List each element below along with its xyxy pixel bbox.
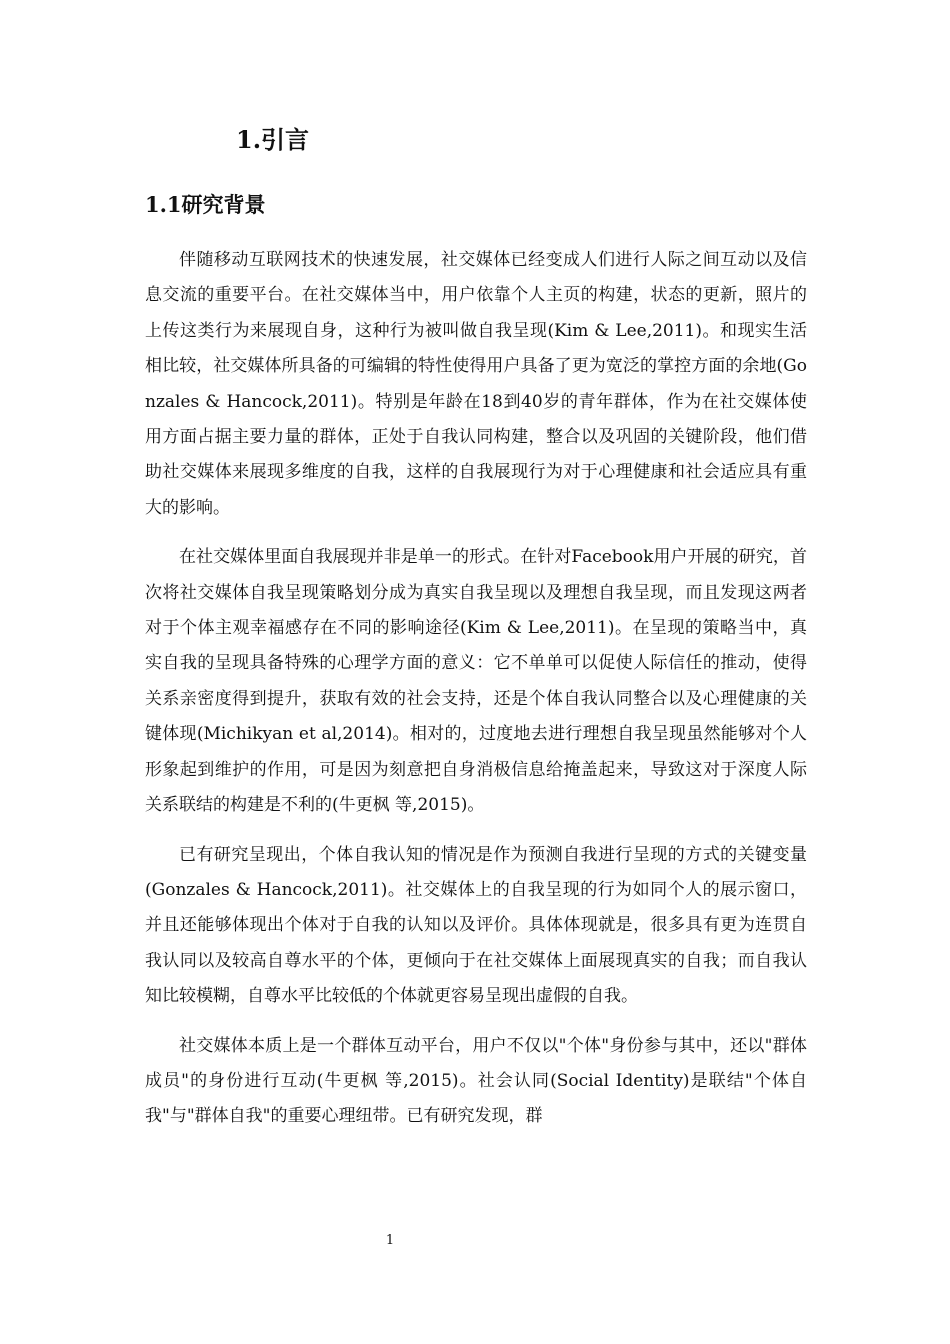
page-number: 1 (385, 1233, 395, 1248)
paragraph-4: 社交媒体本质上是一个群体互动平台，用户不仅以"个体"身份参与其中，还以"群体成员"的身份进行互动(牛更枫 等,2015)。社会认同(Social Identity)是联结"个体自我"与"群体自我"的重要心理纽带。已有研究发现，群 (145, 1035, 807, 1127)
paragraph-2: 在社交媒体里面自我展现并非是单一的形式。在针对Facebook用户开展的研究，首次将社交媒体自我呈现策略划分成为真实自我呈现以及理想自我呈现，而且发现这两者对于个体主观幸福感存在不同的影响途径(Kim & Lee,2011)。在呈现的策略当中，真实自我的呈现具备特殊的心理学方面的意义：它不单单可以促使人际信任的推动，使得关系亲密度得到提升，获取有效的社会支持，还是个体自我认同整合以及心理健康的关键体现(Michikyan et al,2014)。相对的，过度地去进行理想自我呈现虽然能够对个人形象起到维护的作用，可是因为刻意把自身消极信息给掩盖起来，导致这对于深度人际关系联结的构建是不利的(牛更枫 等,2015)。 (145, 547, 807, 816)
paragraph-1: 伴随移动互联网技术的快速发展，社交媒体已经变成人们进行人际之间互动以及信息交流的重要平台。在社交媒体当中，用户依靠个人主页的构建，状态的更新，照片的上传这类行为来展现自身，这种行为被叫做自我呈现(Kim & Lee,2011)。和现实生活相比较，社交媒体所具备的可编辑的特性使得用户具备了更为宽泛的掌控方面的余地(Gonzales & Hancock,2011)。特别是年龄在18到40岁的青年群体，作为在社交媒体使用方面占据主要力量的群体，正处于自我认同构建，整合以及巩固的关键阶段，他们借助社交媒体来展现多维度的自我，这样的自我展现行为对于心理健康和社会适应具有重大的影响。 (145, 250, 807, 518)
section-heading: 1.1研究背景 (145, 192, 266, 217)
chapter-heading: 1.引言 (236, 125, 310, 154)
body-text (145, 243, 807, 1135)
paragraph-3: 已有研究呈现出，个体自我认知的情况是作为预测自我进行呈现的方式的关键变量(Gonzales & Hancock,2011)。社交媒体上的自我呈现的行为如同个人的展示窗口，并且还能够体现出个体对于自我的认知以及评价。具体体现就是，很多具有更为连贯自我认同以及较高自尊水平的个体，更倾向于在社交媒体上面展现真实的自我；而自我认知比较模糊，自尊水平比较低的个体就更容易呈现出虚假的自我。 (145, 844, 807, 1007)
